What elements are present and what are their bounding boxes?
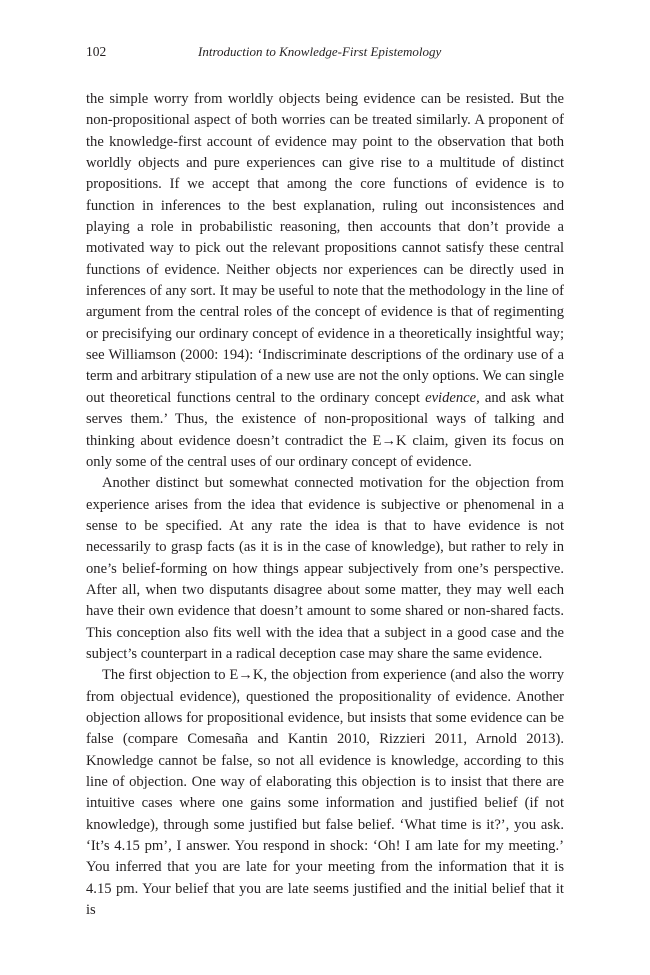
running-head xyxy=(86,44,564,66)
page-number: 102 xyxy=(86,44,107,59)
book-title: Introduction to Knowledge-First Epistemology xyxy=(198,44,442,59)
body-text xyxy=(86,89,564,921)
paragraph-1 xyxy=(86,89,564,473)
paragraph-1-emphasis: evidence, xyxy=(425,389,480,406)
paragraph-2: Another distinct but somewhat connected motivation for the objection from experience arises from the idea that evidence is subjective or phenomenal in a sense to be specified. At any rate the idea is that to have evidence is not necessarily to grasp facts (as it is in the case of knowledge), but rather to rely in one’s belief-forming on how things appear subjectively from one’s perspective. After all, when two disputants disagree about some matter, they may well each have their own evidence that doesn’t amount to some shared or non-shared facts. This conception also fits well with the idea that a subject in a good case and the subject’s counterpart in a radical deception case may share the same evidence. xyxy=(86,475,564,662)
paragraph-1-text-b: and ask what serves them.’ Thus, the existence of non-propositional ways of talking and thinking about evidence doesn’t contradict the E→K claim, given its focus on only some of the central uses of our ordinary concept of evidence. xyxy=(86,389,564,470)
paragraph-1-text-a: the simple worry from worldly objects being evidence can be resisted. But the non-propositional aspect of both worries can be treated similarly. A proponent of the knowledge-first account of evidence may point to the observation that both worldly objects and pure experiences can give rise to a multitude of distinct propositions. If we accept that among the core functions of evidence is to function in inferences to the best explanation, ruling out inconsistences and playing a role in probabilistic reasoning, then accounts that don’t provide a motivated way to pick out the relevant propositions cannot satisfy these central functions of evidence. Neither objects nor experiences can be directly used in inferences of any sort. It may be useful to note that the methodology in the line of argument from the central roles of the concept of evidence is that of regimenting or precisifying our ordinary concept of evidence in a theoretically insightful way; see Williamson (2000: 194): ‘Indiscriminate descriptions of the ordinary use of a term and arbitrary stipulation of a new use are not the only options. We can single out theoretical functions central to the ordinary concept xyxy=(86,91,564,406)
paragraph-3: The first objection to E→K, the objection from experience (and also the worry from objectual evidence), questioned the propositionality of evidence. Another objection allows for propositional evidence, but insists that some evidence can be false (compare Comesaña and Kantin 2010, Rizzieri 2011, Arnold 2013). Knowledge cannot be false, so not all evidence is knowledge, according to this line of objection. One way of elaborating this objection is to insist that there are intuitive cases where one gains some information and justified belief (if not knowledge), through some justified but false belief. ‘What time is it?’, you ask. ‘It’s 4.15 pm’, I answer. You respond in shock: ‘Oh! I am late for my meeting.’ You inferred that you are late for your meeting from the information that it is 4.15 pm. Your belief that you are late seems justified and the initial belief that it is xyxy=(86,667,564,919)
